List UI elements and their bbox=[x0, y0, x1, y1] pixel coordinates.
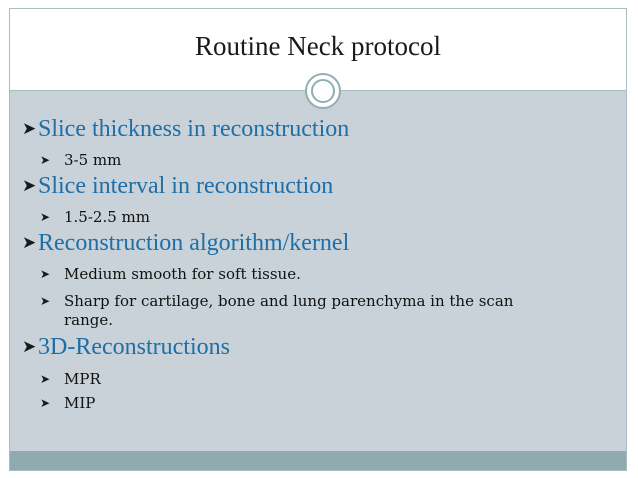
sub-bullet-continuation bbox=[64, 311, 113, 330]
footer-bar bbox=[10, 451, 626, 470]
sub-bullet bbox=[40, 292, 513, 311]
bullet-slice-interval bbox=[22, 173, 333, 200]
slide-title: Routine Neck protocol bbox=[195, 31, 441, 61]
sub-bullet bbox=[40, 265, 301, 284]
content-area bbox=[10, 91, 626, 451]
sub-bullet bbox=[40, 151, 121, 170]
sub-bullet-text: 3-5 mm bbox=[64, 151, 122, 169]
sub-bullet-text: range. bbox=[64, 311, 114, 329]
circle-ornament-icon bbox=[305, 73, 341, 109]
bullet-text: 3D-Reconstructions bbox=[38, 334, 230, 360]
arrow-bullet-icon: ➤ bbox=[40, 294, 51, 308]
sub-bullet-text: Medium smooth for soft tissue. bbox=[64, 265, 301, 283]
bullet-3d-reconstructions bbox=[22, 334, 230, 361]
arrow-bullet-icon: ➤ bbox=[22, 233, 37, 252]
sub-bullet-text: MIP bbox=[64, 394, 96, 412]
bullet-text: Slice interval in reconstruction bbox=[38, 173, 334, 199]
arrow-bullet-icon: ➤ bbox=[40, 153, 51, 167]
arrow-bullet-icon: ➤ bbox=[40, 396, 51, 410]
sub-bullet-text: MPR bbox=[64, 370, 101, 388]
arrow-bullet-icon: ➤ bbox=[40, 210, 51, 224]
sub-bullet bbox=[40, 208, 150, 227]
sub-bullet-text: Sharp for cartilage, bone and lung parenchyma in the scan bbox=[64, 292, 514, 310]
arrow-bullet-icon: ➤ bbox=[22, 119, 37, 138]
slide-frame bbox=[9, 8, 627, 471]
bullet-text: Reconstruction algorithm/kernel bbox=[38, 230, 350, 256]
arrow-bullet-icon: ➤ bbox=[40, 372, 51, 386]
bullet-slice-thickness bbox=[22, 116, 349, 143]
arrow-bullet-icon: ➤ bbox=[22, 176, 37, 195]
sub-bullet bbox=[40, 370, 101, 389]
arrow-bullet-icon: ➤ bbox=[22, 337, 37, 356]
bullet-text: Slice thickness in reconstruction bbox=[38, 116, 350, 142]
sub-bullet bbox=[40, 394, 95, 413]
arrow-bullet-icon: ➤ bbox=[40, 267, 51, 281]
sub-bullet-text: 1.5-2.5 mm bbox=[64, 208, 150, 226]
bullet-reconstruction-algorithm bbox=[22, 230, 349, 257]
